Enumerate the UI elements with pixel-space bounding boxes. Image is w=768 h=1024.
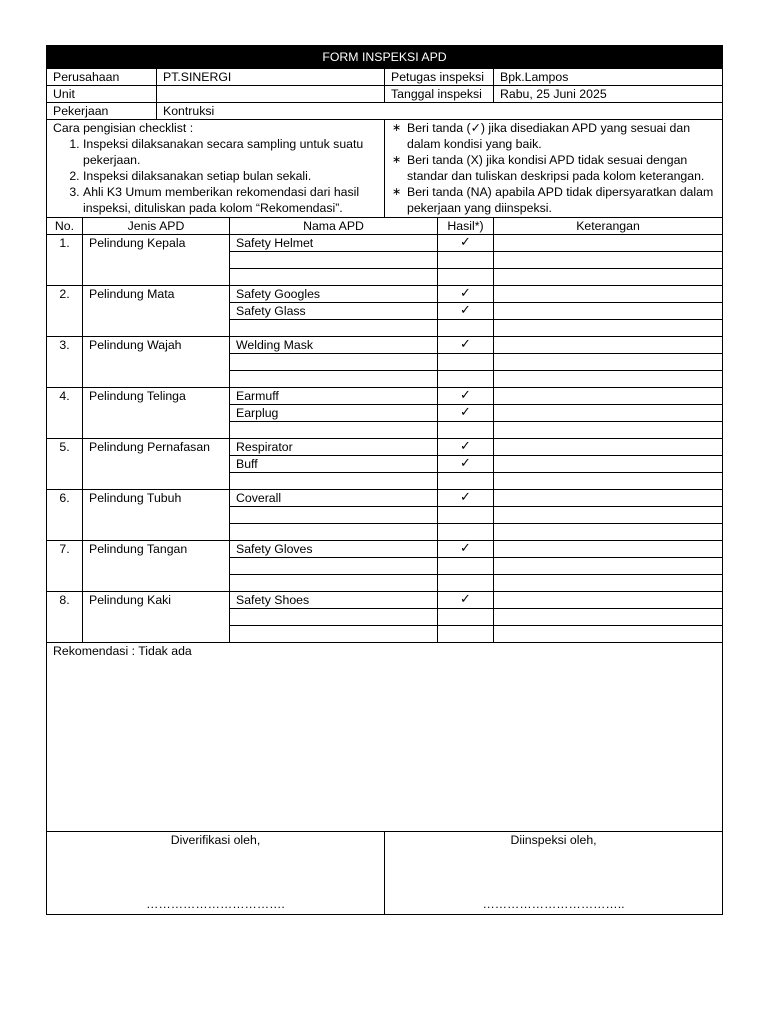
apd-name	[230, 354, 438, 371]
apd-name: Safety Gloves	[230, 541, 438, 558]
result-cell	[438, 524, 494, 541]
inspected-label: Diinspeksi oleh,	[510, 833, 597, 847]
verified-signature-line: …………………………….	[146, 897, 285, 911]
asterisk-bullet-icon: ∗	[392, 122, 402, 134]
table-row	[47, 490, 723, 507]
check-mark-icon: ✓	[438, 303, 494, 320]
apd-name: Earplug	[230, 405, 438, 422]
apd-name	[230, 609, 438, 626]
unit-value	[157, 86, 385, 103]
inspector-label: Petugas inspeksi	[385, 69, 494, 86]
column-header-type: Jenis APD	[83, 218, 230, 235]
notes-cell	[494, 354, 723, 371]
check-mark-icon: ✓	[438, 541, 494, 558]
notes-cell	[494, 490, 723, 507]
apd-type: Pelindung Tangan	[83, 541, 230, 592]
recommendation-box: Rekomendasi : Tidak ada	[47, 643, 723, 832]
result-cell	[438, 575, 494, 592]
notes-cell	[494, 575, 723, 592]
column-header-no: No.	[47, 218, 83, 235]
result-cell	[438, 507, 494, 524]
item-number: 6.	[47, 490, 83, 541]
check-mark-icon: ✓	[438, 439, 494, 456]
check-mark-icon: ✓	[438, 388, 494, 405]
notes-cell	[494, 405, 723, 422]
notes-cell	[494, 456, 723, 473]
result-cell	[438, 609, 494, 626]
unit-label: Unit	[47, 86, 157, 103]
apd-name	[230, 558, 438, 575]
table-row	[47, 439, 723, 456]
instruction-step: 1. Inspeksi dilaksanakan secara sampling untuk suatu pekerjaan.	[83, 136, 378, 168]
item-number: 5.	[47, 439, 83, 490]
instructions-cell	[47, 120, 385, 218]
apd-name: Respirator	[230, 439, 438, 456]
apd-name	[230, 252, 438, 269]
apd-name: Safety Helmet	[230, 235, 438, 252]
column-header-notes: Keterangan	[494, 218, 723, 235]
apd-name	[230, 422, 438, 439]
company-label: Perusahaan	[47, 69, 157, 86]
column-header-name: Nama APD	[230, 218, 438, 235]
instructions-steps	[53, 136, 378, 216]
check-mark-icon: ✓	[438, 456, 494, 473]
result-cell	[438, 252, 494, 269]
table-row	[47, 541, 723, 558]
notes-cell	[494, 286, 723, 303]
verified-label: Diverifikasi oleh,	[170, 833, 261, 847]
apd-name	[230, 269, 438, 286]
inspected-signature-cell	[385, 832, 723, 915]
apd-name	[230, 626, 438, 643]
result-cell	[438, 371, 494, 388]
result-cell	[438, 626, 494, 643]
notes-cell	[494, 473, 723, 490]
table-row	[47, 235, 723, 252]
notes-cell	[494, 303, 723, 320]
check-mark-icon: ✓	[438, 592, 494, 609]
apd-name: Welding Mask	[230, 337, 438, 354]
item-number: 1.	[47, 235, 83, 286]
asterisk-bullet-icon: ∗	[392, 186, 402, 198]
apd-name	[230, 524, 438, 541]
item-number: 7.	[47, 541, 83, 592]
notes-cell	[494, 524, 723, 541]
apd-name: Coverall	[230, 490, 438, 507]
notes-cell	[494, 541, 723, 558]
verified-signature-cell	[47, 832, 385, 915]
notes-cell	[494, 558, 723, 575]
job-value: Kontruksi	[157, 103, 723, 120]
notes-cell	[494, 422, 723, 439]
check-mark-icon: ✓	[438, 405, 494, 422]
item-number: 2.	[47, 286, 83, 337]
notes-cell	[494, 507, 723, 524]
apd-type: Pelindung Kepala	[83, 235, 230, 286]
result-cell	[438, 558, 494, 575]
notes-cell	[494, 235, 723, 252]
instruction-step: 3. Ahli K3 Umum memberikan rekomendasi dari hasil inspeksi, dituliskan pada kolom “Rekomendasi”.	[83, 184, 378, 216]
item-number: 4.	[47, 388, 83, 439]
inspected-signature-line: ……………………………..	[482, 897, 625, 911]
instructions-heading: Cara pengisian checklist :	[53, 121, 194, 135]
apd-name	[230, 371, 438, 388]
marking-note	[392, 184, 716, 216]
marking-note	[392, 120, 716, 152]
apd-name: Earmuff	[230, 388, 438, 405]
form-title: FORM INSPEKSI APD	[47, 46, 723, 69]
table-row	[47, 592, 723, 609]
table-row	[47, 388, 723, 405]
apd-name	[230, 575, 438, 592]
notes-cell	[494, 626, 723, 643]
column-header-result: Hasil*)	[438, 218, 494, 235]
table-row	[47, 337, 723, 354]
company-value: PT.SINERGI	[157, 69, 385, 86]
marking-note-text: Beri tanda (X) jika kondisi APD tidak sesuai dengan standar dan tuliskan deskripsi pada kolom keterangan.	[407, 153, 705, 183]
result-cell	[438, 320, 494, 337]
apd-type: Pelindung Wajah	[83, 337, 230, 388]
apd-type: Pelindung Pernafasan	[83, 439, 230, 490]
apd-name: Safety Glass	[230, 303, 438, 320]
table-row	[47, 286, 723, 303]
notes-cell	[494, 609, 723, 626]
instruction-step: 2. Inspeksi dilaksanakan setiap bulan sekali.	[83, 168, 378, 184]
apd-name	[230, 507, 438, 524]
item-number: 8.	[47, 592, 83, 643]
apd-type: Pelindung Tubuh	[83, 490, 230, 541]
asterisk-bullet-icon: ∗	[392, 154, 402, 166]
notes-cell	[494, 371, 723, 388]
apd-name	[230, 473, 438, 490]
form-table	[46, 45, 723, 915]
apd-name: Safety Googles	[230, 286, 438, 303]
inspector-value: Bpk.Lampos	[494, 69, 723, 86]
apd-name: Buff	[230, 456, 438, 473]
result-cell	[438, 422, 494, 439]
notes-cell	[494, 439, 723, 456]
marking-note	[392, 152, 716, 184]
result-cell	[438, 269, 494, 286]
notes-cell	[494, 269, 723, 286]
apd-type: Pelindung Telinga	[83, 388, 230, 439]
notes-cell	[494, 388, 723, 405]
check-mark-icon: ✓	[438, 337, 494, 354]
result-cell	[438, 473, 494, 490]
marking-note-text: Beri tanda (NA) apabila APD tidak dipersyaratkan dalam pekerjaan yang diinspeksi.	[407, 185, 714, 215]
apd-name: Safety Shoes	[230, 592, 438, 609]
item-number: 3.	[47, 337, 83, 388]
notes-cell	[494, 252, 723, 269]
check-mark-icon: ✓	[438, 286, 494, 303]
job-label: Pekerjaan	[47, 103, 157, 120]
notes-cell	[494, 320, 723, 337]
date-value: Rabu, 25 Juni 2025	[494, 86, 723, 103]
marking-note-text: Beri tanda (✓) jika disediakan APD yang sesuai dan dalam kondisi yang baik.	[407, 121, 691, 151]
check-mark-icon: ✓	[438, 490, 494, 507]
notes-cell	[494, 592, 723, 609]
marking-notes	[391, 120, 716, 216]
apd-type: Pelindung Kaki	[83, 592, 230, 643]
apd-inspection-form	[46, 45, 722, 915]
marking-notes-cell	[385, 120, 723, 218]
apd-type: Pelindung Mata	[83, 286, 230, 337]
apd-name	[230, 320, 438, 337]
result-cell	[438, 354, 494, 371]
date-label: Tanggal inspeksi	[385, 86, 494, 103]
check-mark-icon: ✓	[438, 235, 494, 252]
notes-cell	[494, 337, 723, 354]
